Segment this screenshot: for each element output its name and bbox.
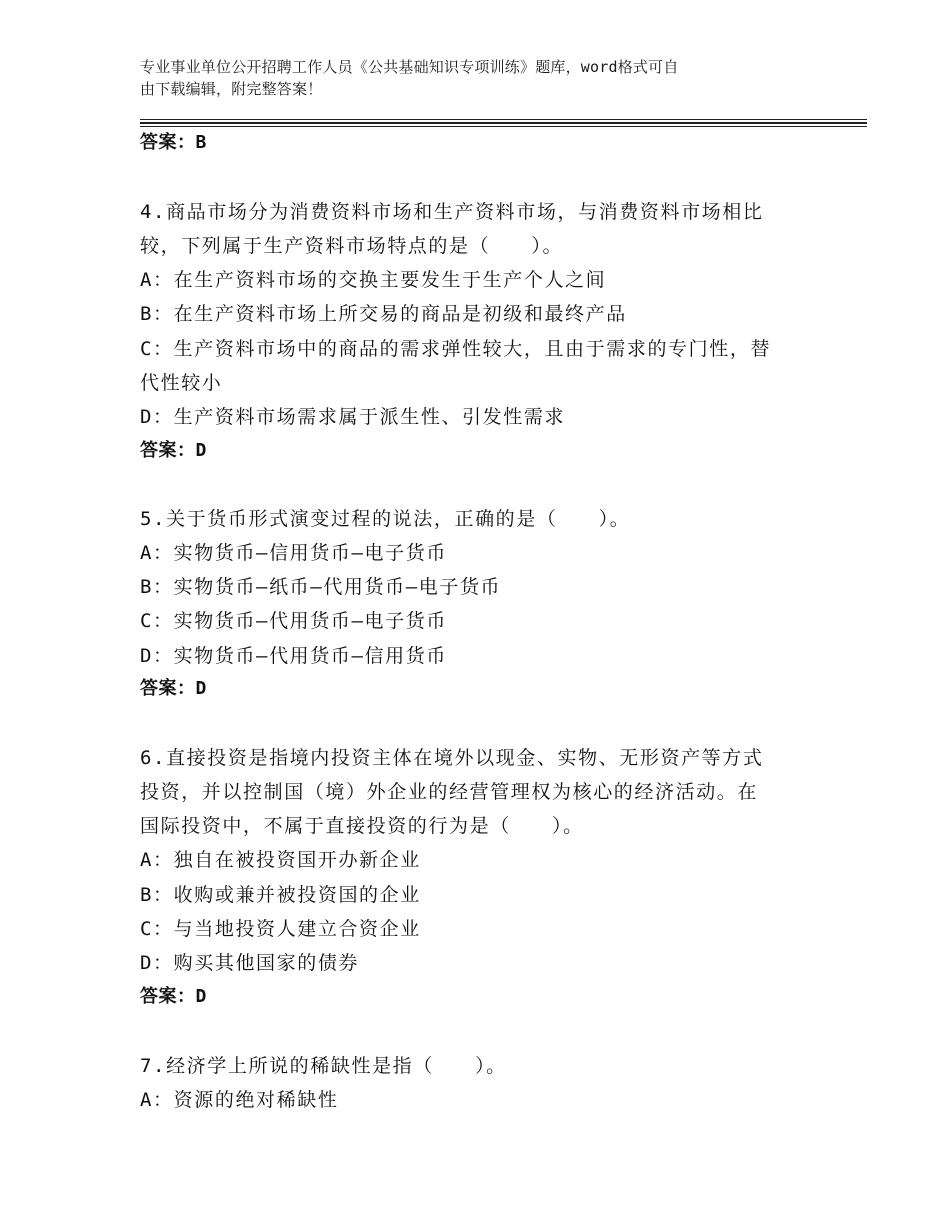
header-line-2: 由下载编辑，附完整答案！ bbox=[140, 80, 323, 98]
question-5-option-a: A：实物货币—信用货币—电子货币 bbox=[140, 542, 447, 564]
question-6-stem-line-1: 6.直接投资是指境内投资主体在境外以现金、实物、无形资产等方式 bbox=[140, 747, 764, 769]
question-5-stem-line-1: 5.关于货币形式演变过程的说法，正确的是（ ）。 bbox=[140, 508, 631, 530]
question-7-option-a: A：资源的绝对稀缺性 bbox=[140, 1089, 339, 1111]
header-rule-bottom bbox=[140, 126, 867, 127]
question-7-stem-line-1: 7.经济学上所说的稀缺性是指（ ）。 bbox=[140, 1055, 507, 1077]
header-rule-top bbox=[140, 119, 867, 120]
question-5-answer: 答案：D bbox=[140, 678, 207, 699]
answer-line-prev: 答案：B bbox=[140, 132, 207, 153]
question-4-answer: 答案：D bbox=[140, 440, 207, 461]
question-4-stem-line-2: 较，下列属于生产资料市场特点的是（ ）。 bbox=[140, 235, 564, 257]
question-4-option-a: A：在生产资料市场的交换主要发生于生产个人之间 bbox=[140, 269, 607, 291]
question-6-stem-line-2: 投资，并以控制国（境）外企业的经营管理权为核心的经济活动。在 bbox=[140, 781, 759, 803]
question-5-option-b: B：实物货币—纸币—代用货币—电子货币 bbox=[140, 576, 502, 598]
header-line-1: 专业事业单位公开招聘工作人员《公共基础知识专项训练》题库，word格式可自 bbox=[140, 58, 679, 76]
question-4-stem-line-1: 4.商品市场分为消费资料市场和生产资料市场，与消费资料市场相比 bbox=[140, 201, 764, 223]
question-6-option-d: D：购买其他国家的债券 bbox=[140, 952, 360, 974]
header-rule-middle bbox=[140, 122, 867, 124]
question-6-option-b: B：收购或兼并被投资国的企业 bbox=[140, 884, 421, 906]
question-5-option-c: C：实物货币—代用货币—电子货币 bbox=[140, 610, 447, 632]
question-5-option-d: D：实物货币—代用货币—信用货币 bbox=[140, 645, 447, 667]
question-6-option-c: C：与当地投资人建立合资企业 bbox=[140, 918, 421, 940]
question-4-option-c: C：生产资料市场中的商品的需求弹性较大，且由于需求的专门性，替 bbox=[140, 338, 772, 360]
question-4-option-d: D：生产资料市场需求属于派生性、引发性需求 bbox=[140, 406, 566, 428]
document-header bbox=[140, 56, 820, 100]
question-6-option-a: A：独自在被投资国开办新企业 bbox=[140, 849, 421, 871]
question-6-answer: 答案：D bbox=[140, 986, 207, 1007]
question-6-stem-line-3: 国际投资中，不属于直接投资的行为是（ ）。 bbox=[140, 815, 584, 837]
question-4-option-c-continued: 代性较小 bbox=[140, 372, 223, 394]
question-4-option-b: B：在生产资料市场上所交易的商品是初级和最终产品 bbox=[140, 303, 627, 325]
